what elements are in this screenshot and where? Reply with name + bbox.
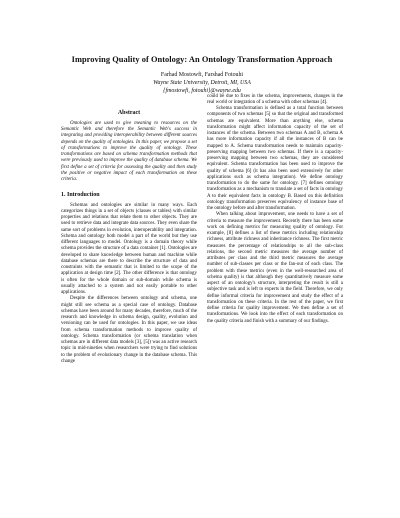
- body-paragraph: Schema transformation is defined as a total function between components of two schemas [5] so that the original and transformed schemas are equivalent. More than anything else, schema transformation might affect information capacity of the set of instances of the schema. Between two schemas A and B, schema A has more information capacity if all the instances of B can be mapped to A. Schema transformation needs to maintain capacity-preserving mapping between two schemas. If there is a capacity-preserving mapping between two schemas, they are considered equivalent. Schema transformation has been used to improve the quality of schema [6] (it has also been used extensively for other applications such as schema integration). We define ontology transformation to do the same for ontology. [7] defines ontology transformation as a mechanism to translate a set of facts in ontology A to their equivalent facts in ontology B. Based on this definition ontology transformation preserves equivalency of instance base of the ontology before and after transformation.: [207, 106, 343, 212]
- author-email: {fmostowfi, fotouhi}@wayne.edu: [163, 88, 241, 95]
- section-heading-introduction: 1. Introduction: [61, 192, 100, 199]
- two-column-body: [61, 93, 343, 366]
- author-institution: Wayne State University, Detroit, MI, USA: [153, 80, 251, 87]
- author-block: [61, 71, 343, 96]
- body-paragraph: could be due to fixes in the schema, improvements, changes in the real world or integration of a schema with other schemas [4].: [207, 93, 343, 105]
- paper-title: Improving Quality of Ontology: An Ontology Transformation Approach: [71, 55, 333, 64]
- abstract-text: Ontologies are used to give meaning to resources on the Semantic Web and therefore the Semantic Web's success in integrating and providing interoperability between different sources depends on the quality of ontologies. In this paper, we propose a set of transformations to improve the quality of ontology. These transformations are based on schema transformation methods that were previously used to improve the quality of database schema. We first define a set of criteria for assessing the quality and then study the positive or negative impact of each transformation on these criteria.: [61, 120, 197, 183]
- right-column: [207, 94, 343, 366]
- body-paragraph: When talking about improvement, one needs to have a set of criteria to measure the improvement. Recently there has been some work on defining metrics for measuring quality of ontology. For example, [8] defines a list of these metrics including relationship richness, attribute richness and inheritance richness. The first metric measures the percentage of relationships to all the sub-class relations, the second metric measures the average number of attributes per class and the third metric measures the average number of sub-classes per class or the fan-out of each class. The problem with these metrics (even in the well-researched area of schema quality) is that although they quantitatively measure some aspect of an ontology's structure, interpreting the result is still a subjective task and is left to experts in the field. Therefore, we only define informal criteria for improvement and study the effect of a transformation on these criteria. In the rest of the paper, we first define criteria for quality improvement. We then define a set of transformations. We look into the effect of each transformation on the quality criteria and finish with a summary of our findings.: [207, 212, 343, 324]
- intro-paragraph: Despite the differences between ontology and schema, one might still see schema as a special case of ontology. Database schemas have been around for many decades, therefore, much of the research and knowledge in schema design, quality, evolution and versioning can be used for ontologies. In this paper, we use ideas from schema transformation methods to improve quality of ontology. Schema transformation (or schema translation when schemas are in different data models [3], [5]) was an active research topic in mid-nineties when researchers were trying to find solutions to the problem of evolutionary change in the database schema. This change: [61, 296, 197, 364]
- author-names: Farhad Mostowfi, Farshad Fotouhi: [160, 72, 244, 78]
- abstract-heading: Abstract: [117, 109, 141, 116]
- intro-paragraph: Schemas and ontologies are similar in many ways. Each categorizes things in a set of objects (classes or tables) with similar properties and relations that relate them to other objects. They are used to retrieve data and integrate data sources. They even share the same sort of problems in evolution, interoperability and integration. Schema and ontology both model a part of the world but they use different languages to model. Ontology is a domain theory while schema provides the structure of a data container [1]. Ontologies are developed to share knowledge between human and machine while database schemas are there to describe the structure of data and constraints with the semantic that is limited to the scope of the application at design time [2]. The other difference is that ontology is often for the whole domain or sub-domain while schema is usually attached to a system and not easily portable to other applications.: [61, 202, 197, 296]
- left-column: [61, 110, 197, 366]
